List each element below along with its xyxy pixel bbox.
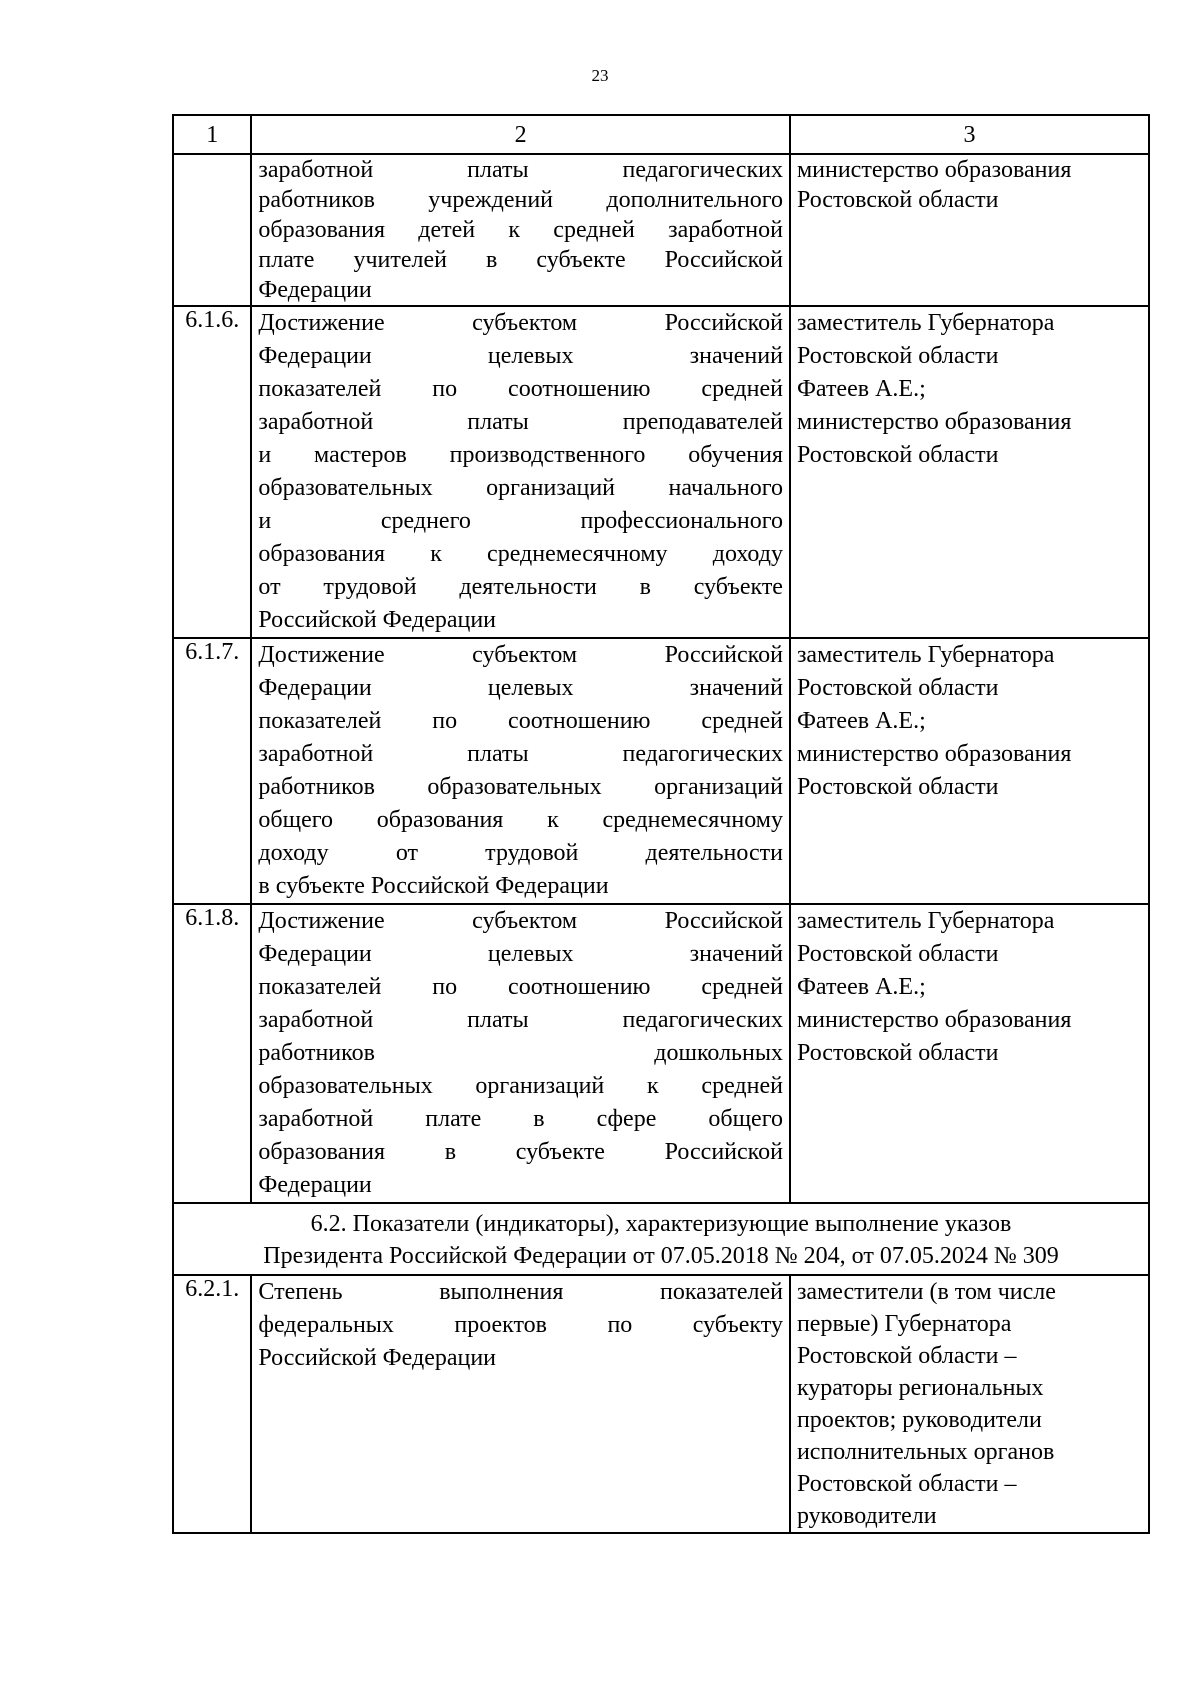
description-line: от трудовой деятельности в субъекте xyxy=(258,574,783,600)
description-line: Достижение субъектом Российской xyxy=(258,908,783,934)
table-row xyxy=(173,904,1149,1203)
description-line: заработной платы педагогических xyxy=(258,157,783,183)
description-line: и мастеров производственного обучения xyxy=(258,442,783,468)
row-responsible xyxy=(790,904,1149,1203)
responsible-line: первые) Губернатора xyxy=(796,1311,1012,1337)
table-row xyxy=(173,638,1149,904)
header-col-3: 3 xyxy=(790,115,1149,154)
description-line: доходу от трудовой деятельности xyxy=(258,840,783,866)
responsible-line: министерство образования xyxy=(796,1007,1072,1033)
responsible-line: заместители (в том числе xyxy=(796,1279,1056,1305)
description-line: показателей по соотношению средней xyxy=(258,708,783,734)
responsible-line: Ростовской области – xyxy=(796,1343,1017,1369)
responsible-line: кураторы региональных xyxy=(796,1375,1044,1401)
responsible-line: заместитель Губернатора xyxy=(796,908,1055,934)
responsible-line: руководители xyxy=(796,1503,937,1529)
description-line: Российской Федерации xyxy=(258,1345,497,1371)
responsible-line: заместитель Губернатора xyxy=(796,642,1055,668)
description-line: заработной платы педагогических xyxy=(258,741,783,767)
description-line: плате учителей в субъекте Российской xyxy=(258,247,783,273)
row-responsible xyxy=(790,638,1149,904)
row-responsible xyxy=(790,1275,1149,1533)
description-line: Федерации xyxy=(258,1172,372,1198)
table-header-row xyxy=(173,115,1149,154)
description-line: работников образовательных организаций xyxy=(258,774,783,800)
responsible-line: Фатеев А.Е.; xyxy=(796,974,926,1000)
description-line: Федерации целевых значений xyxy=(258,343,783,369)
row-number: 6.1.7. xyxy=(173,638,251,904)
row-number: 6.1.6. xyxy=(173,306,251,638)
responsible-line: Ростовской области xyxy=(796,343,999,369)
row-number: 6.2.1. xyxy=(173,1275,251,1533)
responsible-line: министерство образования xyxy=(796,157,1072,183)
row-description xyxy=(251,306,790,638)
responsible-line: Ростовской области xyxy=(796,675,999,701)
responsible-line: Ростовской области xyxy=(796,941,999,967)
responsible-line: министерство образования xyxy=(796,409,1072,435)
row-description xyxy=(251,904,790,1203)
description-line: в субъекте Российской Федерации xyxy=(258,873,609,899)
description-line: Федерации целевых значений xyxy=(258,941,783,967)
description-line: образовательных организаций к средней xyxy=(258,1073,783,1099)
header-col-2: 2 xyxy=(251,115,790,154)
responsible-line: Ростовской области xyxy=(796,774,999,800)
description-line: заработной плате в сфере общего xyxy=(258,1106,783,1132)
table-row xyxy=(173,1275,1149,1533)
description-line: работников дошкольных xyxy=(258,1040,783,1066)
section-heading xyxy=(173,1203,1149,1275)
table-row xyxy=(173,154,1149,306)
description-line: образовательных организаций начального xyxy=(258,475,783,501)
page-number: 23 xyxy=(591,66,609,85)
description-line: образования в субъекте Российской xyxy=(258,1139,783,1165)
description-line: общего образования к среднемесячному xyxy=(258,807,783,833)
description-line: показателей по соотношению средней xyxy=(258,376,783,402)
section-heading-row xyxy=(173,1203,1149,1275)
row-description xyxy=(251,1275,790,1533)
header-col-1: 1 xyxy=(173,115,251,154)
table-row xyxy=(173,306,1149,638)
responsible-line: исполнительных органов xyxy=(796,1439,1055,1465)
section-heading-line: Президента Российской Федерации от 07.05.2018 № 204, от 07.05.2024 № 309 xyxy=(263,1243,1059,1269)
responsibility-table xyxy=(172,114,1150,1534)
responsible-line: министерство образования xyxy=(796,741,1072,767)
description-line: заработной платы преподавателей xyxy=(258,409,783,435)
description-line: Степень выполнения показателей xyxy=(258,1279,783,1305)
row-description xyxy=(251,638,790,904)
description-line: федеральных проектов по субъекту xyxy=(258,1312,783,1338)
responsible-line: заместитель Губернатора xyxy=(796,310,1055,336)
responsible-line: Ростовской области xyxy=(796,442,999,468)
row-description xyxy=(251,154,790,306)
responsible-line: проектов; руководители xyxy=(796,1407,1042,1433)
description-line: Федерации xyxy=(258,277,372,303)
responsible-line: Ростовской области xyxy=(796,187,999,213)
responsible-line: Фатеев А.Е.; xyxy=(796,708,926,734)
description-line: Достижение субъектом Российской xyxy=(258,310,783,336)
row-responsible xyxy=(790,154,1149,306)
description-line: Российской Федерации xyxy=(258,607,497,633)
responsible-line: Ростовской области – xyxy=(796,1471,1017,1497)
description-line: и среднего профессионального xyxy=(258,508,783,534)
description-line: образования детей к средней заработной xyxy=(258,217,783,243)
responsible-line: Ростовской области xyxy=(796,1040,999,1066)
row-number: 6.1.8. xyxy=(173,904,251,1203)
section-heading-line: 6.2. Показатели (индикаторы), характеризующие выполнение указов xyxy=(310,1211,1012,1237)
description-line: образования к среднемесячному доходу xyxy=(258,541,783,567)
responsible-line: Фатеев А.Е.; xyxy=(796,376,926,402)
description-line: Федерации целевых значений xyxy=(258,675,783,701)
description-line: заработной платы педагогических xyxy=(258,1007,783,1033)
description-line: Достижение субъектом Российской xyxy=(258,642,783,668)
description-line: показателей по соотношению средней xyxy=(258,974,783,1000)
description-line: работников учреждений дополнительного xyxy=(258,187,783,213)
row-responsible xyxy=(790,306,1149,638)
row-number xyxy=(173,154,251,306)
